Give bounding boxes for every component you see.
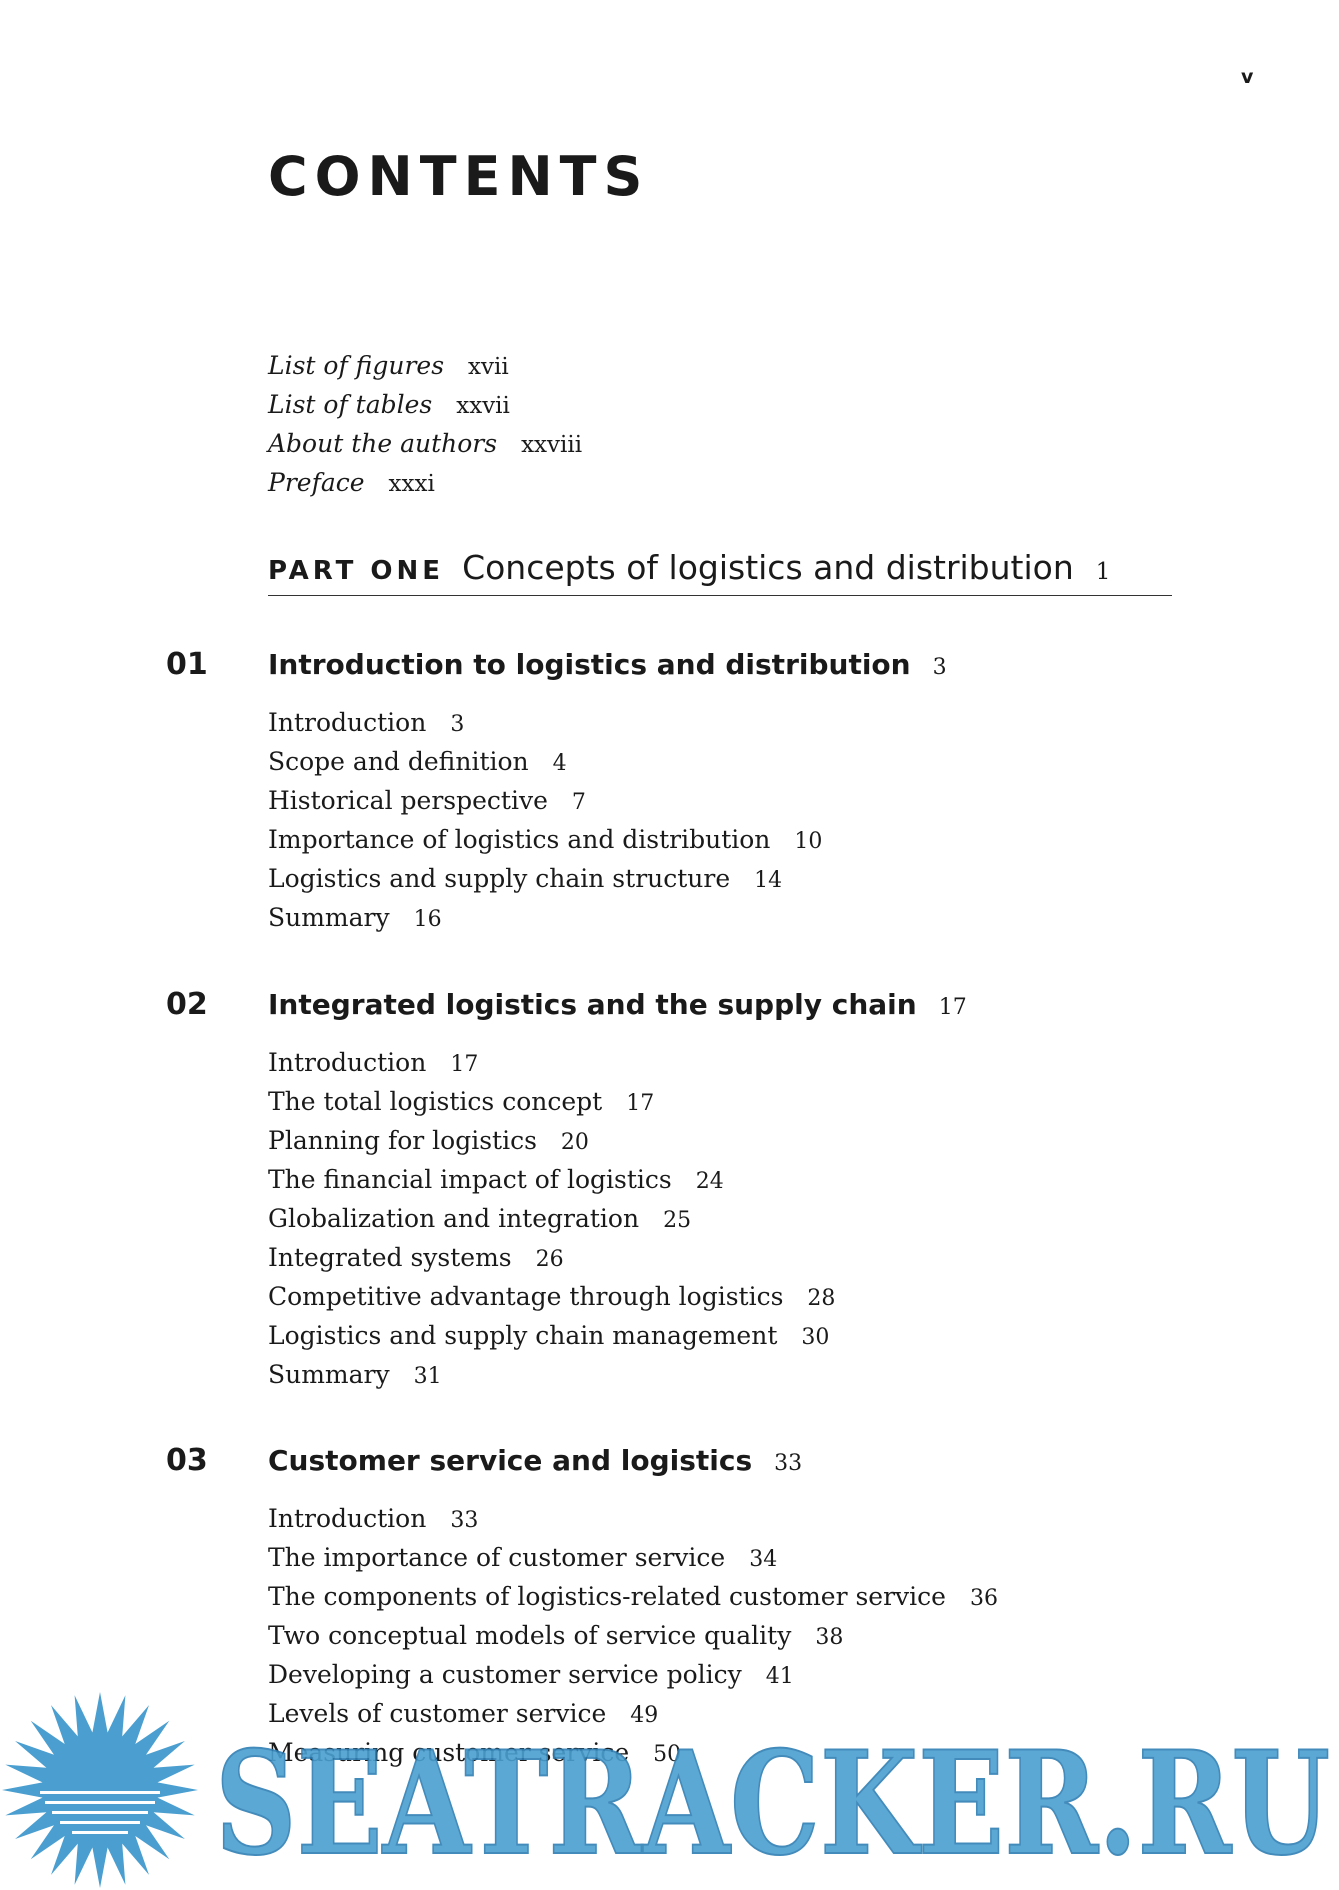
section-title: Developing a customer service policy <box>268 1660 742 1689</box>
watermark <box>0 1690 1339 1890</box>
section-page: 28 <box>807 1286 836 1311</box>
front-matter-title: List of tables <box>268 390 433 419</box>
section-item[interactable] <box>268 1538 998 1577</box>
section-title: Introduction <box>268 1504 427 1533</box>
section-title: Introduction <box>268 1048 427 1077</box>
section-title: Competitive advantage through logistics <box>268 1282 784 1311</box>
section-page: 20 <box>560 1130 589 1155</box>
section-page: 26 <box>535 1247 564 1272</box>
section-title: Logistics and supply chain management <box>268 1321 778 1350</box>
section-title: The total logistics concept <box>268 1087 603 1116</box>
section-item[interactable] <box>268 1121 835 1160</box>
section-title: Levels of customer service <box>268 1699 607 1728</box>
section-title: Introduction <box>268 708 427 737</box>
section-item[interactable] <box>268 859 822 898</box>
chapter-heading[interactable] <box>268 645 947 689</box>
front-matter-title: About the authors <box>268 429 498 458</box>
page-title: CONTENTS <box>268 145 650 208</box>
section-title: Planning for logistics <box>268 1126 537 1155</box>
section-item[interactable] <box>268 703 822 742</box>
section-list <box>268 1043 835 1394</box>
chapter-number: 01 <box>166 647 208 682</box>
section-item[interactable] <box>268 1616 998 1655</box>
section-title: Measuring customer service <box>268 1738 630 1767</box>
chapter-page: 33 <box>774 1451 803 1476</box>
front-matter-item[interactable] <box>268 346 582 385</box>
section-item[interactable] <box>268 1316 835 1355</box>
front-matter-page: xxxi <box>388 471 435 497</box>
chapter-title: Introduction to logistics and distribution <box>268 648 911 681</box>
section-page: 7 <box>571 790 586 815</box>
front-matter-item[interactable] <box>268 385 582 424</box>
section-item[interactable] <box>268 1043 835 1082</box>
front-matter-list <box>268 346 582 502</box>
section-page: 41 <box>765 1664 794 1689</box>
section-page: 38 <box>815 1625 844 1650</box>
part-title: Concepts of logistics and distribution <box>462 548 1074 587</box>
page-number: v <box>1241 66 1254 88</box>
section-list <box>268 703 822 937</box>
section-page: 17 <box>450 1052 479 1077</box>
section-page: 36 <box>969 1586 998 1611</box>
section-page: 49 <box>630 1703 659 1728</box>
section-title: Two conceptual models of service quality <box>268 1621 792 1650</box>
front-matter-title: Preface <box>268 468 365 497</box>
section-title: Importance of logistics and distribution <box>268 825 771 854</box>
section-title: Logistics and supply chain structure <box>268 864 731 893</box>
section-item[interactable] <box>268 1199 835 1238</box>
section-item[interactable] <box>268 1355 835 1394</box>
chapter-page: 17 <box>938 995 967 1020</box>
section-item[interactable] <box>268 1238 835 1277</box>
section-item[interactable] <box>268 820 822 859</box>
section-page: 3 <box>450 712 465 737</box>
front-matter-page: xvii <box>468 354 509 380</box>
section-item[interactable] <box>268 1499 998 1538</box>
section-page: 30 <box>801 1325 830 1350</box>
front-matter-item[interactable] <box>268 424 582 463</box>
section-title: Summary <box>268 903 390 932</box>
section-title: Globalization and integration <box>268 1204 640 1233</box>
section-title: The components of logistics-related customer service <box>268 1582 946 1611</box>
section-page: 14 <box>754 868 783 893</box>
part-heading[interactable] <box>268 548 1172 596</box>
section-page: 50 <box>653 1742 682 1767</box>
section-page: 10 <box>794 829 823 854</box>
front-matter-item[interactable] <box>268 463 582 502</box>
section-page: 34 <box>749 1547 778 1572</box>
front-matter-title: List of figures <box>268 351 445 380</box>
sun-logo-icon <box>2 1692 198 1888</box>
watermark-text: SEATRACKER.RU <box>215 1721 1330 1887</box>
section-title: The importance of customer service <box>268 1543 726 1572</box>
part-page: 1 <box>1095 559 1111 585</box>
section-item[interactable] <box>268 898 822 937</box>
chapter-page: 3 <box>932 655 947 680</box>
chapter-heading[interactable] <box>268 1441 802 1485</box>
section-item[interactable] <box>268 1160 835 1199</box>
front-matter-page: xxvii <box>456 393 510 419</box>
section-item[interactable] <box>268 1277 835 1316</box>
chapter-title: Customer service and logistics <box>268 1444 753 1477</box>
section-page: 17 <box>626 1091 655 1116</box>
chapter-number: 02 <box>166 987 208 1022</box>
section-item[interactable] <box>268 742 822 781</box>
section-page: 25 <box>663 1208 692 1233</box>
chapter-title: Integrated logistics and the supply chain <box>268 988 917 1021</box>
section-item[interactable] <box>268 1082 835 1121</box>
section-title: Historical perspective <box>268 786 548 815</box>
section-item[interactable] <box>268 1655 998 1694</box>
section-item[interactable] <box>268 781 822 820</box>
chapter-heading[interactable] <box>268 985 967 1029</box>
section-page: 4 <box>552 751 567 776</box>
section-page: 24 <box>695 1169 724 1194</box>
section-title: Scope and definition <box>268 747 529 776</box>
section-title: Summary <box>268 1360 390 1389</box>
section-title: Integrated systems <box>268 1243 512 1272</box>
section-page: 33 <box>450 1508 479 1533</box>
part-label: PART ONE <box>268 556 445 586</box>
chapter-number: 03 <box>166 1443 208 1478</box>
front-matter-page: xxviii <box>521 432 583 458</box>
section-item[interactable] <box>268 1577 998 1616</box>
section-page: 16 <box>413 907 442 932</box>
section-page: 31 <box>413 1364 442 1389</box>
section-title: The financial impact of logistics <box>268 1165 672 1194</box>
